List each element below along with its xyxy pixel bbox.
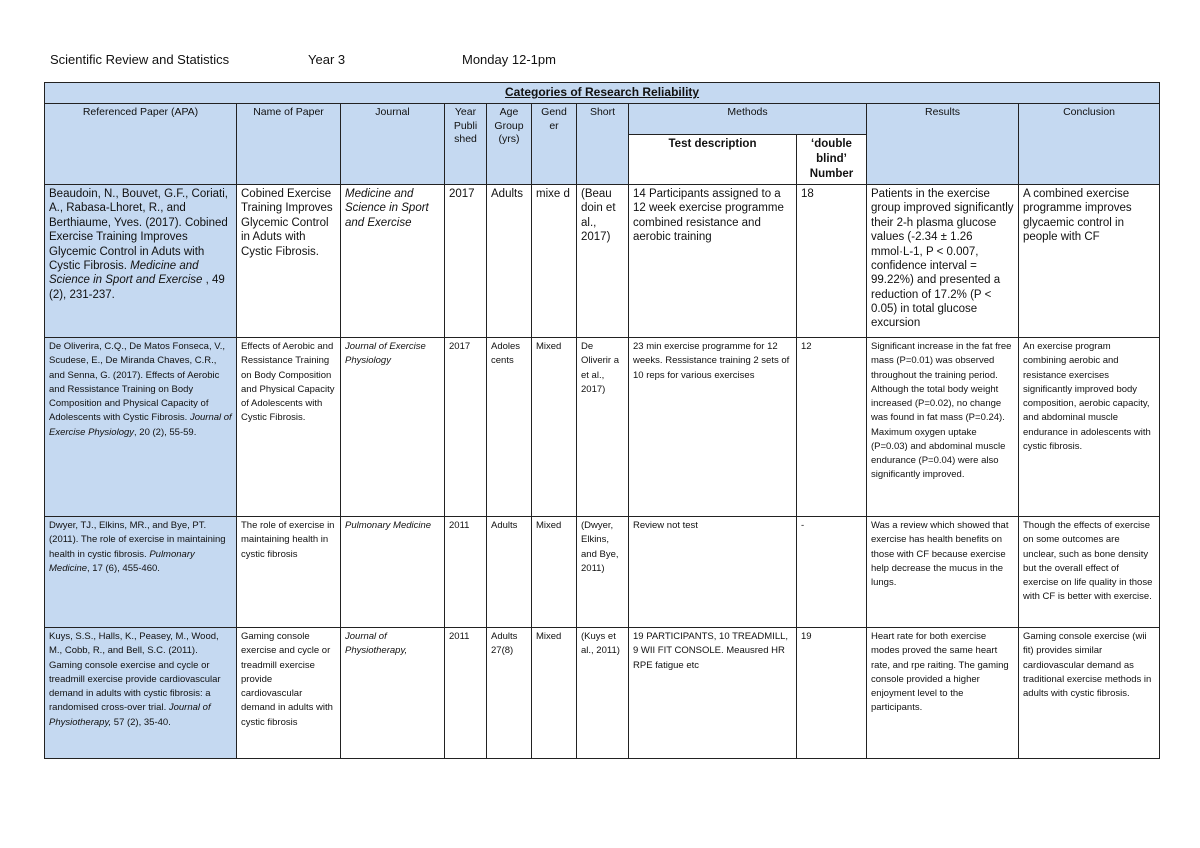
- ref-text: De Oliverira, C.Q., De Matos Fonseca, V., Scudese, E., De Miranda Chaves, C.R., and Senna, G. (2017). Effects of Aerobic and Ressistance Training on Body Composition and Physical Capacity of Adolescents with Cystic Fibrosis.: [49, 341, 225, 424]
- test-description-cell: 19 PARTICIPANTS, 10 TREADMILL, 9 WII FIT CONSOLE. Meausred HR RPE fatigue etc: [629, 628, 797, 759]
- year-cell: 2017: [445, 338, 487, 517]
- ref-tail: , 49 (2), 231-237.: [49, 274, 225, 301]
- col-header-year: Year Publi shed: [445, 104, 487, 185]
- col-header-ref: Referenced Paper (APA): [45, 104, 237, 185]
- ref-text: Dwyer, TJ., Elkins, MR., and Bye, PT. (2011). The role of exercise in maintaining health in cystic fibrosis.: [49, 520, 226, 560]
- test-description-cell: 23 min exercise programme for 12 weeks. Ressistance training 2 sets of 10 reps for various exercises: [629, 338, 797, 517]
- col-header-test-description: Test description: [629, 135, 797, 185]
- col-header-gender: Gend er: [532, 104, 577, 185]
- gender-cell: Mixed: [532, 338, 577, 517]
- blind-number-cell: -: [797, 517, 867, 628]
- time-label: Monday 12-1pm: [462, 52, 556, 67]
- col-header-name: Name of Paper: [237, 104, 341, 185]
- paper-name-cell: Effects of Aerobic and Ressistance Training on Body Composition and Physical Capacity of Adolescents with Cystic Fibrosis.: [237, 338, 341, 517]
- blind-number-cell: 12: [797, 338, 867, 517]
- table-row: [45, 185, 1160, 338]
- ref-tail: 57 (2), 35-40.: [113, 716, 171, 728]
- age-cell: Adults: [487, 185, 532, 338]
- gender-cell: mixe d: [532, 185, 577, 338]
- age-cell: Adoles cents: [487, 338, 532, 517]
- conclusion-cell: A combined exercise programme improves glycaemic control in people with CF: [1019, 185, 1160, 338]
- ref-text: Beaudoin, N., Bouvet, G.F., Coriati, A., Rabasa-Lhoret, R., and Berthiaume, Yves. (2017). Cobined Exercise Training Improves Glycemic Control in Aduts with Cystic Fibrosis.: [49, 188, 228, 272]
- ref-journal: Medicine and Science in Sport and Exercise: [49, 259, 203, 287]
- ref-cell: [45, 628, 237, 759]
- table-row: [45, 517, 1160, 628]
- results-cell: Patients in the exercise group improved significantly their 2-h plasma glucose values (-2.34 ± 1.26 mmol·L-1, P < 0.007, confidence interval = 99.22%) and presented a reduction of 17.2% (P < 0.05) in total glucose excursion: [867, 185, 1019, 338]
- short-cell: De Oliverir a et al., 2017): [577, 338, 629, 517]
- conclusion-cell: Gaming console exercise (wii fit) provides similar cardiovascular demand as traditional exercise methods in adults with cystic fibrosis.: [1019, 628, 1160, 759]
- col-header-short: Short: [577, 104, 629, 185]
- ref-tail: , 17 (6), 455-460.: [87, 562, 160, 574]
- results-cell: Heart rate for both exercise modes proved the same heart rate, and rpe raiting. The gaming console provided a higher enjoyment level to the participants.: [867, 628, 1019, 759]
- age-cell: Adults: [487, 517, 532, 628]
- gender-cell: Mixed: [532, 517, 577, 628]
- test-description-cell: Review not test: [629, 517, 797, 628]
- test-description-cell: 14 Participants assigned to a 12 week exercise programme combined resistance and aerobic training: [629, 185, 797, 338]
- ref-cell: [45, 517, 237, 628]
- ref-journal: Journal of Exercise Physiology: [49, 412, 232, 438]
- age-cell: Adults 27(8): [487, 628, 532, 759]
- table-title: Categories of Research Reliability: [45, 83, 1160, 104]
- course-title: Scientific Review and Statistics: [50, 52, 230, 67]
- col-header-results: Results: [867, 104, 1019, 185]
- col-header-conclusion: Conclusion: [1019, 104, 1160, 185]
- ref-journal: Journal of Physiotherapy,: [49, 702, 211, 728]
- short-cell: (Dwyer, Elkins, and Bye, 2011): [577, 517, 629, 628]
- blind-number-cell: 19: [797, 628, 867, 759]
- document-header: [50, 52, 1150, 72]
- ref-text: Kuys, S.S., Halls, K., Peasey, M., Wood, M., Cobb, R., and Bell, S.C. (2011). Gaming console exercise and cycle or treadmill exercise provide cardiovascular demand in adults with cystic fibrosis: a randomised cross-over trial.: [49, 631, 221, 714]
- year-cell: 2017: [445, 185, 487, 338]
- col-header-age: Age Group (yrs): [487, 104, 532, 185]
- year-label: Year 3: [308, 52, 346, 67]
- year-cell: 2011: [445, 628, 487, 759]
- results-cell: Significant increase in the fat free mass (P=0.01) was observed throughout the training period. Although the total body weight increased (P=0.02), no change was found in fat mass (P=0.24). Maximum oxygen uptake (P=0.03) and abdominal muscle endurance (P=0.04) were also significantly improved.: [867, 338, 1019, 517]
- ref-journal: Pulmonary Medicine: [49, 548, 195, 574]
- ref-cell: [45, 185, 237, 338]
- col-header-double-blind: ‘double blind’ Number: [797, 135, 867, 185]
- results-cell: Was a review which showed that exercise has health benefits on those with CF because exercise help decrease the mucus in the lungs.: [867, 517, 1019, 628]
- journal-cell: Journal of Physiotherapy,: [341, 628, 445, 759]
- ref-tail: , 20 (2), 55-59.: [134, 426, 197, 438]
- paper-name-cell: Cobined Exercise Training Improves Glycemic Control in Aduts with Cystic Fibrosis.: [237, 185, 341, 338]
- conclusion-cell: Though the effects of exercise on some outcomes are unclear, such as bone density but the overall effect of exercise on life quality in those with CF is better with exercise.: [1019, 517, 1160, 628]
- short-cell: (Beau doin et al., 2017): [577, 185, 629, 338]
- blind-number-cell: 18: [797, 185, 867, 338]
- journal-cell: Medicine and Science in Sport and Exercise: [341, 185, 445, 338]
- short-cell: (Kuys et al., 2011): [577, 628, 629, 759]
- journal-cell: Journal of Exercise Physiology: [341, 338, 445, 517]
- gender-cell: Mixed: [532, 628, 577, 759]
- col-header-journal: Journal: [341, 104, 445, 185]
- table-row: [45, 628, 1160, 759]
- paper-name-cell: The role of exercise in maintaining health in cystic fibrosis: [237, 517, 341, 628]
- paper-name-cell: Gaming console exercise and cycle or treadmill exercise provide cardiovascular demand in adults with cystic fibrosis: [237, 628, 341, 759]
- research-reliability-table: [44, 82, 1160, 759]
- year-cell: 2011: [445, 517, 487, 628]
- table-row: [45, 338, 1160, 517]
- journal-cell: Pulmonary Medicine: [341, 517, 445, 628]
- conclusion-cell: An exercise program combining aerobic and resistance exercises significantly improved body composition, aerobic capacity, and abdominal muscle endurance in adolescents with cystic fibrosis.: [1019, 338, 1160, 517]
- col-header-methods: Methods: [629, 104, 867, 135]
- ref-cell: [45, 338, 237, 517]
